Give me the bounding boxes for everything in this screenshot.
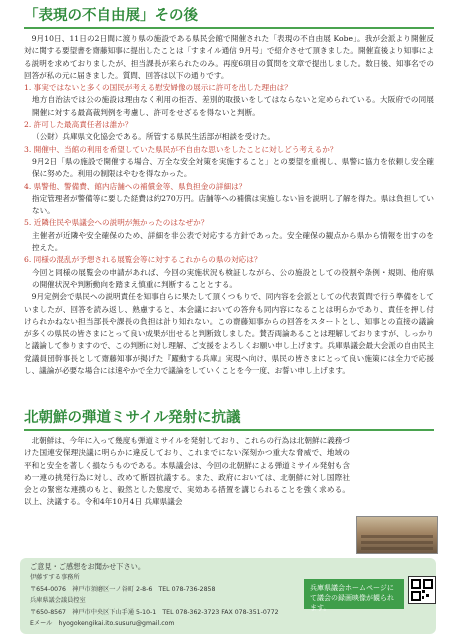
question-text: 3. 開催中、当館の利用を希望していた県民が不自由な思いをしたことに対しどう考えるか？ <box>24 144 338 154</box>
office2-name: 兵庫県議会議員控室 <box>30 597 86 605</box>
question-text: 6. 同様の混乱が予想される展覧会等に対するこれからの県の対応は？ <box>24 255 262 265</box>
question-text: 2. 許可した最高責任者は誰か？ <box>24 120 133 130</box>
question-text: 1. 事実ではないと多くの国民が考える慰安婦像の展示に許可を出した理由は？ <box>24 83 292 93</box>
intro-paragraph: 9月10日、11日の2日間に渡り県の施設である県民会館で開催された「表現の不自由展 Kobe」。我が会派より開催反対に関する要望書を齋藤知事に提出したことは「すまイル通信 9月号」で紹介させて頂きました。開催直後より知事による説明を求めておりましたが、担当課長が来られたのみ。再度6項目の質問を文章で提出しました。数日後、知事名での回答が私の元に届きました。質問、回答は以下の通りです。 <box>24 34 434 80</box>
section-title-north-korea: 北朝鮮の弾道ミサイル発射に抗議 <box>24 410 241 426</box>
qa-item-4 <box>24 181 434 218</box>
office1-name: 伊藤すする事務所 <box>30 574 80 582</box>
feedback-request: ご意見・ご感想をお聞かせ下さい。 <box>30 562 146 571</box>
north-korea-resolution <box>24 435 350 509</box>
question-text: 5. 近隣住民や県議会への説明が無かったのはなぜか？ <box>24 218 209 228</box>
answer-text: 9月2日「県の施設で開催する場合、万全な安全対策を実施すること」との要望を重視し、県警に協力を依頼し安全確保に努めた。利用の制限はやむを得なかった。 <box>32 156 434 179</box>
qa-item-1 <box>24 82 434 119</box>
office1-address: 〒654-0076 神戸市須磨区一ノ谷町 2-8-6 TEL 078-736-2858 <box>30 585 216 593</box>
answer-text: 指定管理者が警備等に要した経費は約270万円。店舗等への補償は実施しない旨を説明し了解を得た。県は負担していない。 <box>32 193 434 216</box>
closing-paragraph: 9月定例会で県民への説明責任を知事自らに果たして頂くつもりで、同内容を会派としての代表質問で行う準備をしていましたが、回答を読み返し、熟慮すると、本会議においての答弁も同内容になることは明らかであり、責任を押し付けられかねない担当部長や課長の負担は計り知れない。この齋藤知事からの回答をスタートとし、知事との直接の議論が多くの県民の皆さまにとって良い成果が出せると判断致しました。賛否両論あることは理解しておりますが、しっかりと議論して参りますので、この判断に対し理解、ご支援をよろしくお願い申し上げます。兵庫県議会最大会派の自由民主党議員団幹事長として齋藤知事が掲げた『躍動する兵庫』実現へ向け、県民の皆さまにとって良い施策には全力で応援し、議論が必要な場合には速やかで全力で議論をしていくことを今一度、お誓い申し上げます。 <box>24 292 434 376</box>
assembly-video-banner[interactable]: 兵庫県議会ホームページにて議会の録画映像が観られます。 <box>304 579 404 609</box>
qa-item-3 <box>24 144 434 181</box>
contact-info <box>30 561 290 629</box>
resolution-paragraph: 北朝鮮は、今年に入って幾度も弾道ミサイルを発射しており、これらの行為は北朝鮮に義務づけた国連安保理決議に明らかに違反しており、これまでにない深刻かつ重大な脅威で、地域の平和と安全を著しく損なうものである。本県議会は、今回の北朝鮮による弾道ミサイル発射も含め一連の挑発行為に対し、改めて断固抗議する。また、政府においては、北朝鮮に対し国際社会との緊密な連携のもと、毅然とした態度で、実効ある措置を講じられることを強く求める。以上、決議する。令和4年10月4日 兵庫県議会 <box>24 436 350 507</box>
qa-item-2 <box>24 119 434 144</box>
exhibition-article <box>24 33 434 377</box>
answer-text: 主催者が近隣や安全確保のため、詳細を非公表で対応する方針であった。安全確保の観点から県から情報を出すのを控えた。 <box>32 230 434 253</box>
section-title-exhibition: 「表現の不自由展」その後 <box>24 8 198 24</box>
office2-address: 〒650-8567 神戸市中央区下山手通 5-10-1 TEL 078-362-3723 FAX 078-351-0772 <box>30 608 279 616</box>
question-text: 4. 県警他、警備費、館内店舗への補償金等、県負担金の詳細は？ <box>24 181 247 191</box>
qa-item-6 <box>24 254 434 291</box>
answer-text: （公財）兵庫県文化協会である。所管する県民生活部が相談を受けた。 <box>32 132 275 142</box>
email-line[interactable]: Eメール hyogokengikai.ito.susuru@gmail.com <box>30 620 175 628</box>
qr-code-icon[interactable] <box>408 576 436 604</box>
answer-text: 今回と同様の展覧会の申請があれば、今回の実施状況も検証しながら、公の施設としての役割や条例・規則、他府県の開催状況や判断動向を踏まえ慎重に判断することとする。 <box>32 267 434 289</box>
assembly-hall-photo <box>356 516 438 554</box>
section-rule <box>24 429 434 431</box>
qa-item-5 <box>24 217 434 254</box>
answer-text: 地方自治法では公の施設は理由なく利用の拒否、差別的取扱いをしてはならないと定められている。大阪府での同展開催に対する最高裁判例を考慮し、許可をせざるを得ないと判断。 <box>32 95 434 117</box>
section-rule <box>24 27 434 29</box>
